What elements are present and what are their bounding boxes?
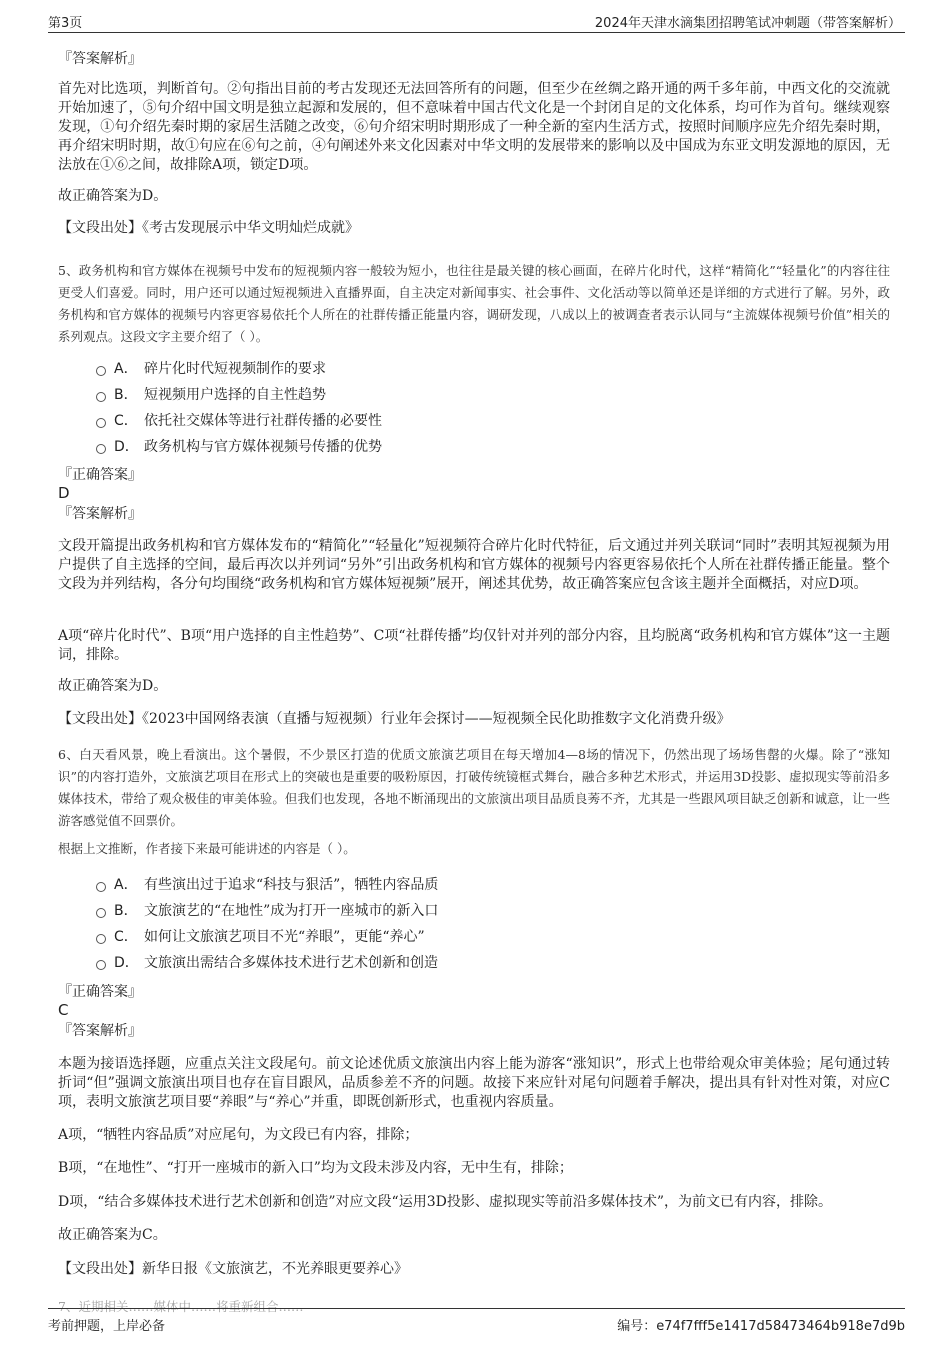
- q6-analysis-text: 本题为接语选择题，应重点关注文段尾句。前文论述优质文旅演出内容上能为游客“涨知识”，形式上也带给观众审美体验；尾句通过转折词“但”强调文旅演出项目也存在盲目跟风，品质参差不齐的问题。故接下来应针对尾句问题着手解决，提出具有针对性对策，对应C项，表明文旅演艺项目要“养眼”与“养心”并重，即既创新形式，也重视内容质量。: [58, 1056, 890, 1110]
- q5-conclusion: 故正确答案为D。: [58, 678, 168, 694]
- radio-icon[interactable]: [96, 418, 106, 428]
- q6-correct-answer: C: [58, 1001, 69, 1019]
- q6-analysis-label: 『答案解析』: [58, 1023, 142, 1039]
- q6-option-d[interactable]: D． 文旅演出需结合多媒体技术进行艺术创新和创造: [96, 952, 438, 974]
- page-header: [48, 10, 905, 33]
- page-footer: [48, 1308, 905, 1335]
- q6-option-c[interactable]: C． 如何让文旅演艺项目不光“养眼”，更能“养心”: [96, 926, 425, 948]
- radio-icon[interactable]: [96, 366, 106, 376]
- radio-icon[interactable]: [96, 882, 106, 892]
- q4-analysis-label: 『答案解析』: [58, 51, 142, 67]
- footer-slogan: 考前押题，上岸必备: [48, 1319, 166, 1334]
- q5-option-d[interactable]: D． 政务机构与官方媒体视频号传播的优势: [96, 436, 382, 458]
- q4-conclusion: 故正确答案为D。: [58, 188, 168, 204]
- q5-analysis-label: 『答案解析』: [58, 506, 142, 522]
- q5-correct-answer: D: [58, 484, 70, 502]
- radio-icon[interactable]: [96, 960, 106, 970]
- q7-cutoff-text: 7、近期相关……媒体中……将重新组合……: [58, 1299, 304, 1314]
- q6-analysis-a: A项，“牺牲内容品质”对应尾句，为文段已有内容，排除；: [58, 1127, 419, 1143]
- q5-option-c[interactable]: C． 依托社交媒体等进行社群传播的必要性: [96, 410, 382, 432]
- radio-icon[interactable]: [96, 934, 106, 944]
- q6-question: 6、白天看风景，晚上看演出。这个暑假，不少景区打造的优质文旅演艺项目在每天增加4—8场的情况下，仍然出现了场场售罄的火爆。除了“涨知识”的内容打造外，文旅演艺项目在形式上的突破也是重要的吸粉原因，打破传统镜框式舞台，融合多种艺术形式，并运用3D投影、虚拟现实等前沿多媒体技术，带给了观众极佳的审美体验。但我们也发现，各地不断涌现出的文旅演出项目品质良莠不齐，尤其是一些跟风项目缺乏创新和诚意，让一些游客感觉值不回票价。: [58, 747, 890, 828]
- document-title: 2024年天津水滴集团招聘笔试冲刺题（带答案解析）: [594, 16, 901, 31]
- q6-analysis-b: B项，“在地性”、“打开一座城市的新入口”均为文段未涉及内容，无中生有，排除；: [58, 1160, 573, 1176]
- q6-prompt: 根据上文推断，作者接下来最可能讲述的内容是（ ）。: [58, 841, 356, 856]
- q6-option-a[interactable]: A． 有些演出过于追求“科技与狠活”，牺牲内容品质: [96, 874, 438, 896]
- q6-option-b[interactable]: B． 文旅演艺的“在地性”成为打开一座城市的新入口: [96, 900, 438, 922]
- radio-icon[interactable]: [96, 392, 106, 402]
- q4-source: 【文段出处】《考古发现展示中华文明灿烂成就》: [58, 220, 359, 236]
- q4-analysis-text: 首先对比选项，判断首句。②句指出目前的考古发现还无法回答所有的问题，但至少在丝绸之路开通的两千多年前，中西文化的交流就开始加速了，⑤句介绍中国文明是独立起源和发展的，但不意味着中国古代文化是一个封闭自足的文化体系，均可作为首句。继续观察发现，①句介绍先秦时期的家居生活随之改变，⑥句介绍宋明时期形成了一种全新的室内生活方式，按照时间顺序应先介绍先秦时期，再介绍宋明时期，故①句应在⑥句之前，④句阐述外来文化因素对中华文明的发展带来的影响以及中国成为东亚文明发源地的原因，无法放在①⑥之间，故排除A项，锁定D项。: [58, 81, 890, 173]
- document-id: 编号：e74f7fff5e1417d58473464b918e7d9b: [617, 1319, 905, 1334]
- q5-question: 5、政务机构和官方媒体在视频号中发布的短视频内容一般较为短小，也往往是最关键的核心画面，在碎片化时代，这样“精简化”“轻量化”的内容往往更受人们喜爱。同时，用户还可以通过短视频进入直播界面，自主决定对新闻事实、社会事件、文化活动等以简单还是详细的方式进行了解。另外，政务机构和官方媒体的视频号内容更容易依托个人所在的社群传播正能量内容，调研发现，八成以上的被调查者表示认同与“主流媒体视频号价值”相关的系列观点。这段文字主要介绍了（ ）。: [58, 263, 890, 344]
- q5-analysis-text: 文段开篇提出政务机构和官方媒体发布的“精简化”“轻量化”短视频符合碎片化时代特征，后文通过并列关联词“同时”表明其短视频为用户提供了自主选择的空间，最后再次以并列词“另外”引出政务机构和官方媒体的视频号内容更容易依托个人所在社群传播正能量。整个文段为并列结构，各分句均围绕“政务机构和官方媒体短视频”展开，阐述其优势，故正确答案应包含该主题并全面概括，对应D项。: [58, 538, 890, 592]
- q5-source: 【文段出处】《2023中国网络表演（直播与短视频）行业年会探讨——短视频全民化助推数字文化消费升级》: [58, 711, 731, 727]
- page-number: 第3页: [48, 16, 83, 31]
- q5-analysis-text-2: A项“碎片化时代”、B项“用户选择的自主性趋势”、C项“社群传播”均仅针对并列的部分内容，且均脱离“政务机构和官方媒体”这一主题词，排除。: [58, 628, 890, 663]
- q5-option-b[interactable]: B． 短视频用户选择的自主性趋势: [96, 384, 326, 406]
- q6-correct-label: 『正确答案』: [58, 984, 142, 1000]
- q6-analysis-d: D项，“结合多媒体技术进行艺术创新和创造”对应文段“运用3D投影、虚拟现实等前沿多媒体技术”，为前文已有内容，排除。: [58, 1194, 832, 1210]
- q5-correct-label: 『正确答案』: [58, 467, 142, 483]
- radio-icon[interactable]: [96, 444, 106, 454]
- q6-conclusion: 故正确答案为C。: [58, 1227, 167, 1243]
- radio-icon[interactable]: [96, 908, 106, 918]
- q6-source: 【文段出处】新华日报《文旅演艺，不光养眼更要养心》: [58, 1261, 408, 1277]
- q5-option-a[interactable]: A． 碎片化时代短视频制作的要求: [96, 358, 326, 380]
